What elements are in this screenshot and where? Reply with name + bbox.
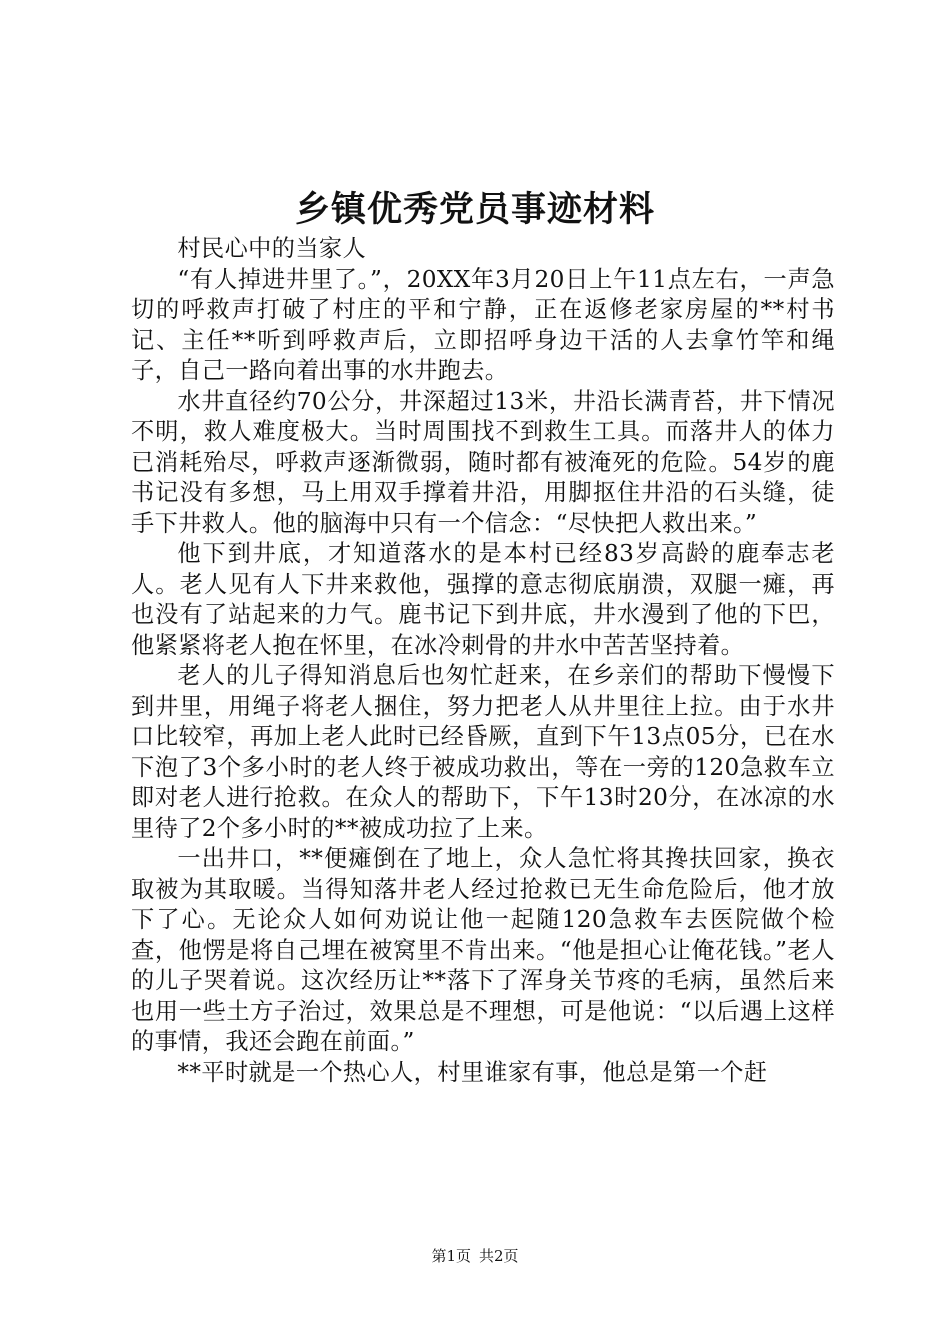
page-total: 共2页 — [479, 1247, 519, 1265]
body-paragraph: 他下到井底，才知道落水的是本村已经83岁高龄的鹿奉志老人。老人见有人下井来救他，强撑的意志彻底崩溃，双腿一瘫，再也没有了站起来的力气。鹿书记下到井底，井水漫到了他的下巴，他紧紧将老人抱在怀里，在冰冷刺骨的井水中苦苦坚持着。 — [131, 540, 835, 659]
body-paragraph: “有人掉进井里了。”，20XX年3月20日上午11点左右，一声急切的呼救声打破了村庄的平和宁静，正在返修老家房屋的**村书记、主任**听到呼救声后，立即招呼身边干活的人去拿竹竿和绳子，自己一路向着出事的水井跑去。 — [131, 265, 835, 384]
body-paragraph: 水井直径约70公分，井深超过13米，井沿长满青苔，井下情况不明，救人难度极大。当时周围找不到救生工具。而落井人的体力已消耗殆尽，呼救声逐渐微弱，随时都有被淹死的危险。54岁的鹿书记没有多想，马上用双手撑着井沿，用脚抠住井沿的石头缝，徒手下井救人。他的脑海中只有一个信念：“尽快把人救出来。” — [131, 387, 835, 537]
document-title: 乡镇优秀党员事迹材料 — [294, 189, 655, 230]
body-paragraph: 一出井口，**便瘫倒在了地上，众人急忙将其搀扶回家，换衣取被为其取暖。当得知落井老人经过抢救已无生命危险后，他才放下了心。无论众人如何劝说让他一起随120急救车去医院做个检查，他愣是将自己埋在被窝里不肯出来。“他是担心让俺花钱。”老人的儿子哭着说。这次经历让**落下了浑身关节疼的毛病，虽然后来也用一些土方子治过，效果总是不理想，可是他说：“以后遇上这样的事情，我还会跑在前面。” — [131, 845, 835, 1055]
subtitle-paragraph: 村民心中的当家人 — [177, 235, 367, 262]
page-number: 第1页 — [431, 1247, 471, 1265]
body-paragraph: 老人的儿子得知消息后也匆忙赶来，在乡亲们的帮助下慢慢下到井里，用绳子将老人捆住，努力把老人从井里往上拉。由于水井口比较窄，再加上老人此时已经昏厥，直到下午13点05分，已在水下泡了3个多小时的老人终于被成功救出，等在一旁的120急救车立即对老人进行抢救。在众人的帮助下，下午13时20分，在冰凉的水里待了2个多小时的**被成功拉了上来。 — [131, 662, 835, 842]
body-paragraph: **平时就是一个热心人，村里谁家有事，他总是第一个赶 — [177, 1058, 768, 1086]
page-footer — [0, 1245, 950, 1267]
document-body — [131, 234, 835, 1088]
